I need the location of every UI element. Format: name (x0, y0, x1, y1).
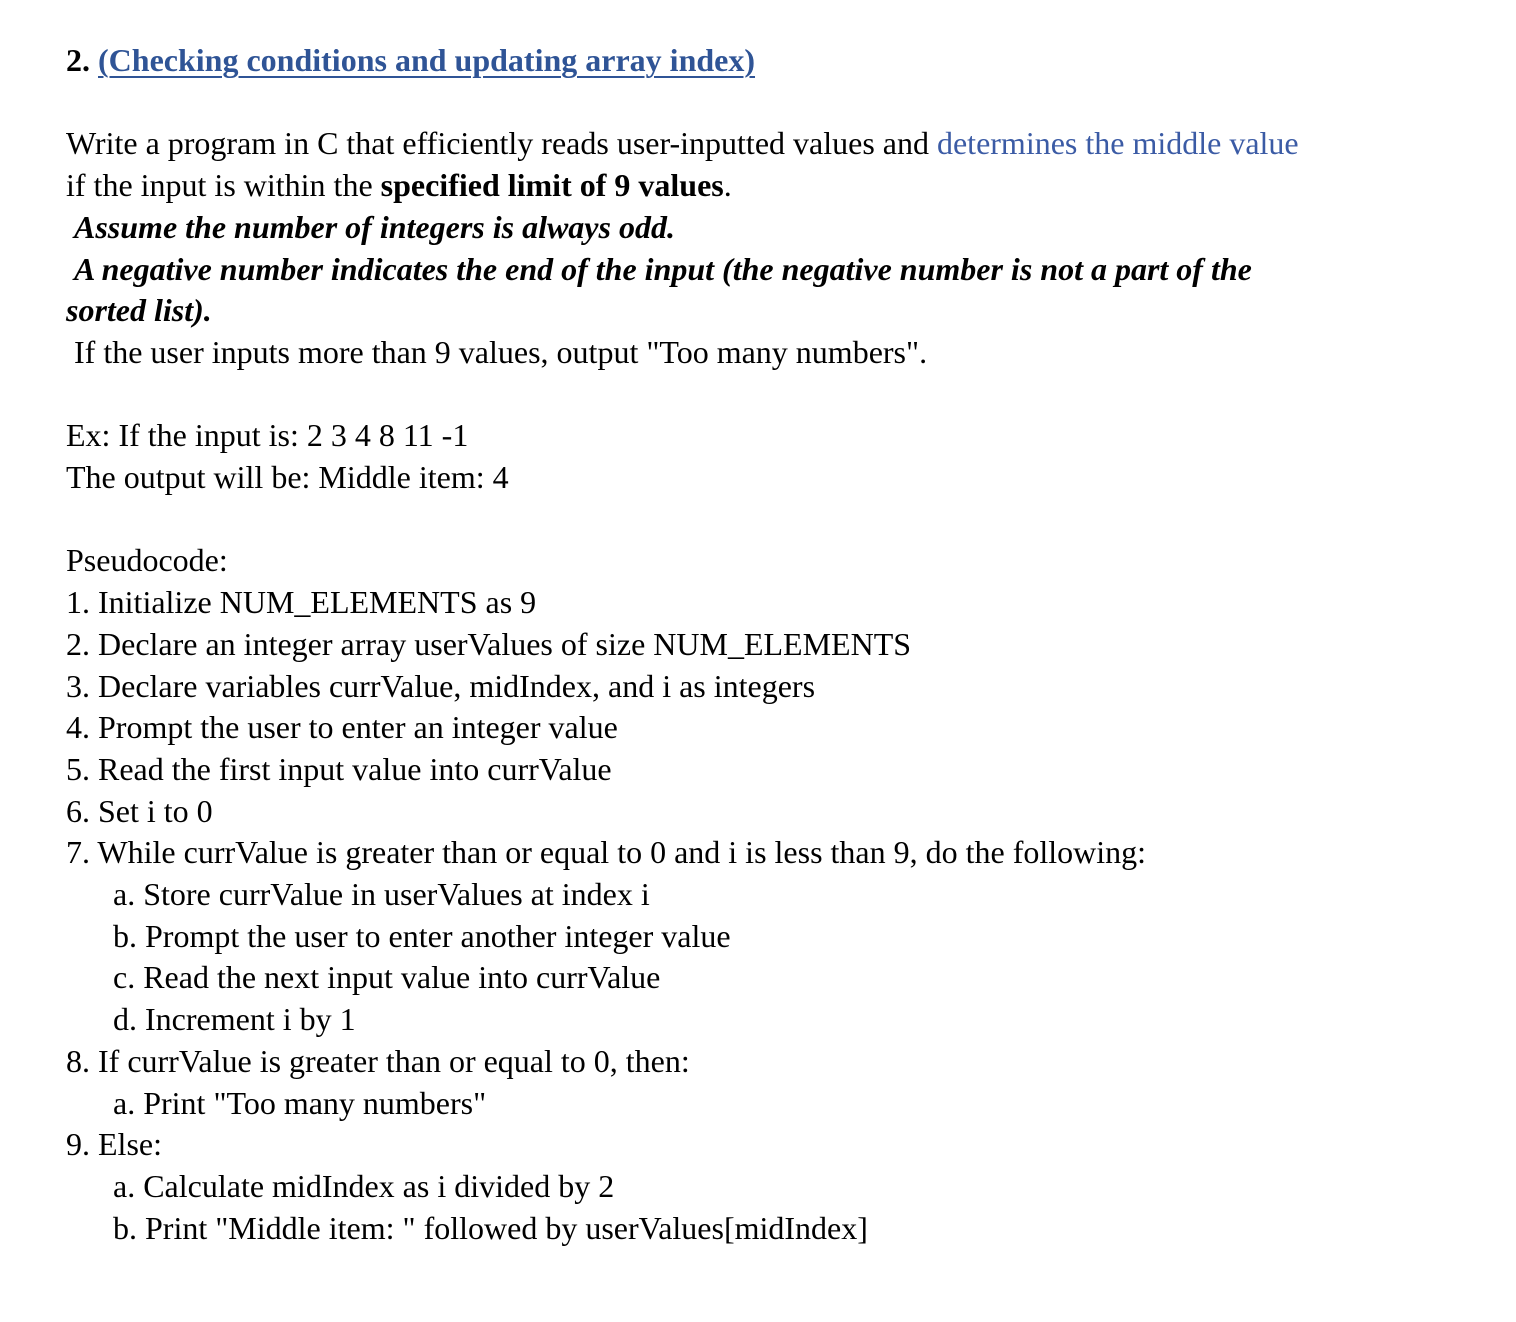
text-run: 2. Declare an integer array userValues of size NUM_ELEMENTS (66, 625, 912, 662)
text-line (66, 207, 1476, 249)
text-line (66, 999, 1476, 1041)
text-run: 9. Else: (66, 1126, 162, 1163)
text-run: d. Increment i by 1 (113, 1001, 356, 1038)
text-line (66, 123, 1476, 165)
text-run: sorted list). (66, 292, 212, 329)
text-line (66, 457, 1476, 499)
text-run: 1. Initialize NUM_ELEMENTS as 9 (66, 584, 537, 621)
text-run: b. Prompt the user to enter another integer value (113, 917, 731, 954)
text-line (66, 916, 1476, 958)
text-line (66, 1208, 1476, 1250)
text-run: Assume the number of integers is always odd. (66, 208, 675, 245)
text-line (66, 249, 1476, 291)
text-run: 8. If currValue is greater than or equal to 0, then: (66, 1042, 690, 1079)
blank-line (66, 82, 1476, 124)
text-line (66, 1083, 1476, 1125)
text-run: 6. Set i to 0 (66, 792, 213, 829)
text-run: Ex: If the input is: 2 3 4 8 11 -1 (66, 417, 469, 454)
text-run: determines the middle value (936, 125, 1299, 162)
text-line (66, 582, 1476, 624)
text-line (66, 666, 1476, 708)
text-run: if the input is within the (66, 167, 381, 204)
text-run: . (723, 167, 732, 204)
text-line (66, 749, 1476, 791)
text-run: Pseudocode: (66, 542, 228, 579)
blank-line (66, 499, 1476, 541)
text-line (66, 707, 1476, 749)
text-run: 4. Prompt the user to enter an integer value (66, 709, 618, 746)
text-run: c. Read the next input value into currValue (113, 959, 661, 996)
text-run: a. Calculate midIndex as i divided by 2 (113, 1167, 615, 1204)
text-run: 5. Read the first input value into currValue (66, 750, 612, 787)
text-line (66, 874, 1476, 916)
text-run: a. Print "Too many numbers" (113, 1084, 487, 1121)
text-run: If the user inputs more than 9 values, output "Too many numbers". (66, 333, 928, 370)
text-run: 7. While currValue is greater than or equal to 0 and i is less than 9, do the following: (66, 834, 1147, 871)
text-line (66, 957, 1476, 999)
text-run: A negative number indicates the end of the input (the negative number is not a part of the (66, 250, 1252, 287)
text-run: The output will be: Middle item: 4 (66, 459, 509, 496)
text-line (66, 540, 1476, 582)
heading-number: 2. (66, 42, 98, 78)
text-run: a. Store currValue in userValues at index i (113, 876, 650, 913)
text-line (66, 1166, 1476, 1208)
text-line (66, 832, 1476, 874)
text-run: specified limit of 9 values (380, 167, 724, 204)
text-line (66, 290, 1476, 332)
text-line (66, 1041, 1476, 1083)
text-line (66, 332, 1476, 374)
blank-line (66, 374, 1476, 416)
document-body (66, 82, 1476, 1250)
text-run: 3. Declare variables currValue, midIndex, and i as integers (66, 667, 816, 704)
text-line (66, 624, 1476, 666)
heading-link[interactable]: (Checking conditions and updating array index) (98, 42, 756, 78)
text-run: Write a program in C that efficiently reads user-inputted values and (66, 125, 937, 162)
section-heading (66, 40, 1476, 82)
text-line (66, 165, 1476, 207)
text-line (66, 791, 1476, 833)
text-line (66, 1124, 1476, 1166)
text-line (66, 415, 1476, 457)
text-run: b. Print "Middle item: " followed by userValues[midIndex] (113, 1209, 868, 1246)
